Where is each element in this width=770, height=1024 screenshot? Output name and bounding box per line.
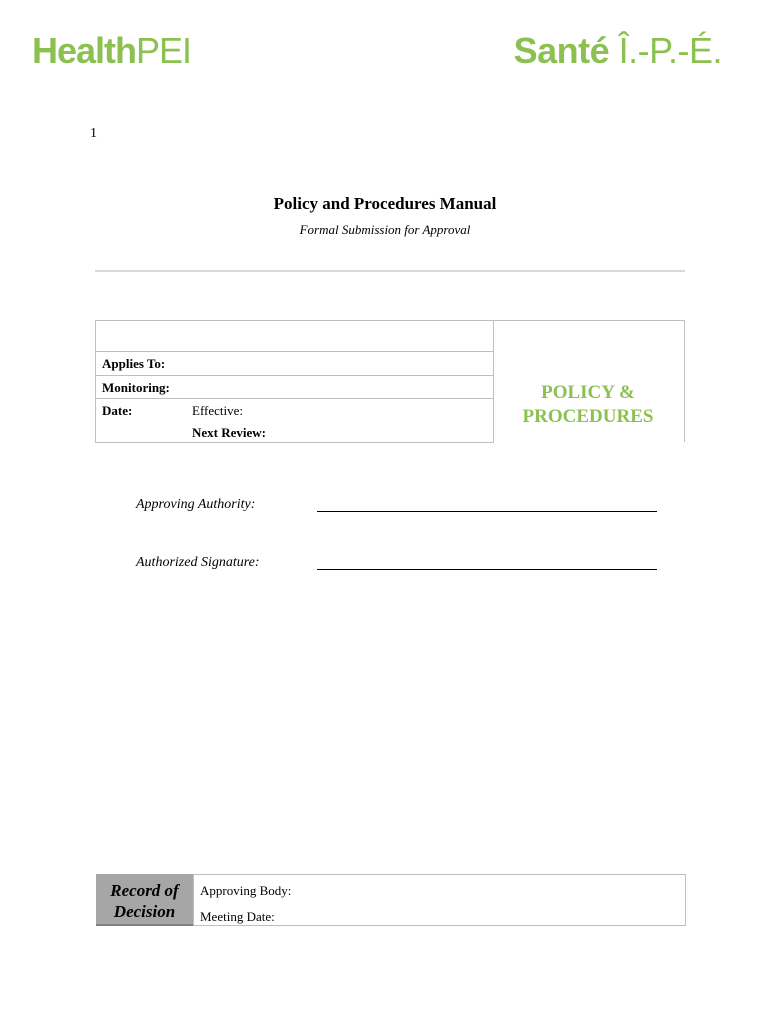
policy-label-line2: PROCEDURES (522, 406, 654, 427)
logo-right-light: Î.-P.-É. (618, 30, 722, 71)
authorized-signature-line[interactable] (317, 554, 657, 570)
policy-type-cell (492, 320, 685, 442)
document-subtitle: Formal Submission for Approval (299, 222, 471, 237)
next-review-label: Next Review: (192, 425, 266, 440)
meeting-date-label: Meeting Date: (200, 909, 275, 924)
page-number: 1 (90, 126, 97, 141)
date-label: Date: (102, 403, 133, 418)
divider (95, 270, 685, 272)
logo-left-light: PEI (136, 30, 192, 71)
monitoring-row (96, 375, 493, 398)
document-title: Policy and Procedures Manual (273, 194, 497, 213)
date-row (96, 398, 493, 443)
policy-label-line1: POLICY & (541, 382, 635, 403)
logo-right-bold: Santé (513, 30, 610, 71)
approving-authority-label: Approving Authority: (136, 497, 256, 512)
sante-ipe-logo (514, 30, 722, 72)
record-fields (193, 874, 686, 926)
record-label-line2: Decision (113, 902, 176, 921)
policy-info-fields (95, 320, 494, 443)
applies-to-row (96, 351, 493, 375)
logo-left-bold: Health (32, 30, 137, 71)
authorized-signature-label: Authorized Signature: (136, 555, 260, 570)
approving-authority-line[interactable] (317, 496, 657, 512)
policy-procedures-label (492, 381, 684, 429)
monitoring-label: Monitoring: (102, 380, 170, 395)
record-of-decision-table (96, 874, 686, 927)
policy-info-table (95, 320, 685, 442)
approving-body-label: Approving Body: (200, 883, 292, 898)
effective-label: Effective: (192, 403, 244, 418)
applies-to-label: Applies To: (102, 356, 166, 371)
health-pei-logo (32, 30, 191, 72)
record-label-line1: Record of (110, 881, 179, 900)
record-of-decision-label (96, 874, 193, 926)
